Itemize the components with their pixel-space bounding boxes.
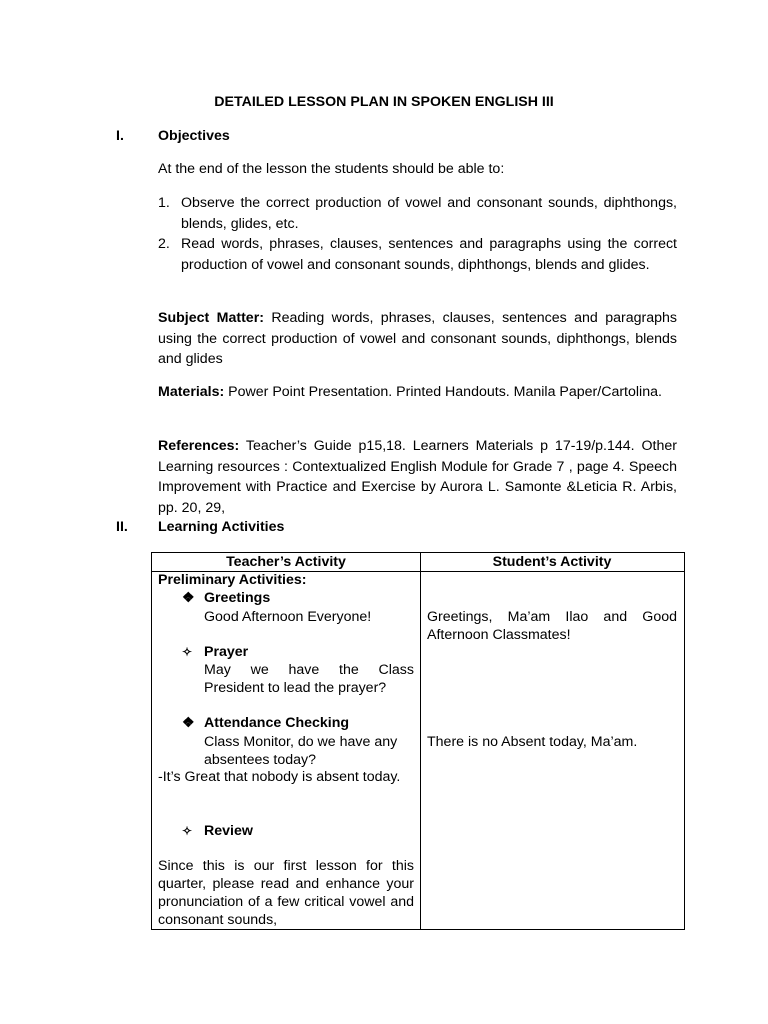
great-remark-text: -It’s Great that nobody is absent today. <box>158 769 401 785</box>
section-1-numeral: I. <box>116 128 124 144</box>
outline-diamond-bullet-icon: ✧ <box>182 824 193 838</box>
objective-text: Observe the correct production of vowel and consonant sounds, diphthongs, blends, glides, etc. <box>181 195 677 232</box>
subject-matter-paragraph <box>158 308 677 370</box>
outline-diamond-bullet-icon: ✧ <box>182 645 193 659</box>
attendance-teacher-text: Class Monitor, do we have any absentees today? <box>204 734 398 768</box>
attendance-title: Attendance Checking <box>204 715 350 731</box>
references-text: Teacher’s Guide p15,18. Learners Materials p 17-19/p.144. Other Learning resources : Contextualized English Module for Grade 7 , page 4. Speech Improvement with Practice and Exercise by Aurora L. Samonte &Leticia R. Arbis, pp. 20, 29, <box>158 438 677 516</box>
objectives-list <box>158 193 677 275</box>
references-paragraph <box>158 436 677 518</box>
objective-text: Read words, phrases, clauses, sentences and paragraphs using the correct production of vowel and consonant sounds, diphthongs, blends and glides. <box>181 236 677 273</box>
diamond-bullet-icon: ❖ <box>182 590 195 606</box>
objective-number: 2. <box>158 236 170 253</box>
prayer-title: Prayer <box>204 644 249 660</box>
greetings-teacher-text: Good Afternoon Everyone! <box>204 609 372 625</box>
objectives-intro: At the end of the lesson the students should be able to: <box>158 161 505 177</box>
document-title: DETAILED LESSON PLAN IN SPOKEN ENGLISH III <box>214 94 554 110</box>
references-label: References: <box>158 438 240 454</box>
diamond-bullet-icon: ❖ <box>182 715 195 731</box>
objective-item <box>158 193 677 234</box>
subject-matter-label: Subject Matter: <box>158 310 264 326</box>
review-teacher-text: Since this is our first lesson for this quarter, please read and enhance your pronunciation of a few critical vowel and consonant sounds, <box>158 858 414 928</box>
table-column-divider <box>420 553 421 929</box>
materials-label: Materials: <box>158 384 225 400</box>
teacher-activity-header: Teacher’s Activity <box>226 554 346 570</box>
review-title: Review <box>204 823 253 839</box>
prayer-heading <box>182 643 248 661</box>
objective-number: 1. <box>158 195 170 211</box>
activities-table <box>151 552 685 930</box>
greetings-student-text: Greetings, Ma’am Ilao and Good Afternoon Classmates! <box>427 609 677 643</box>
materials-paragraph <box>158 382 677 403</box>
learning-activities-heading: Learning Activities <box>158 519 285 535</box>
section-2-numeral: II. <box>116 519 128 535</box>
greetings-title: Greetings <box>204 590 271 606</box>
prayer-teacher-text: May we have the Class President to lead the prayer? <box>204 662 414 696</box>
greetings-heading <box>182 589 270 607</box>
attendance-heading <box>182 714 349 732</box>
student-activity-header: Student’s Activity <box>492 554 612 570</box>
review-heading <box>182 822 253 840</box>
materials-text: Power Point Presentation. Printed Handouts. Manila Paper/Cartolina. <box>224 384 662 400</box>
objective-item <box>158 234 677 275</box>
attendance-student-text: There is no Absent today, Ma’am. <box>427 734 638 750</box>
subject-matter-text: Reading words, phrases, clauses, sentences and paragraphs using the correct production of vowel and consonant sounds, diphthongs, blends and glides <box>158 310 678 368</box>
objectives-heading: Objectives <box>158 128 230 144</box>
preliminary-activities-label: Preliminary Activities: <box>158 572 307 588</box>
